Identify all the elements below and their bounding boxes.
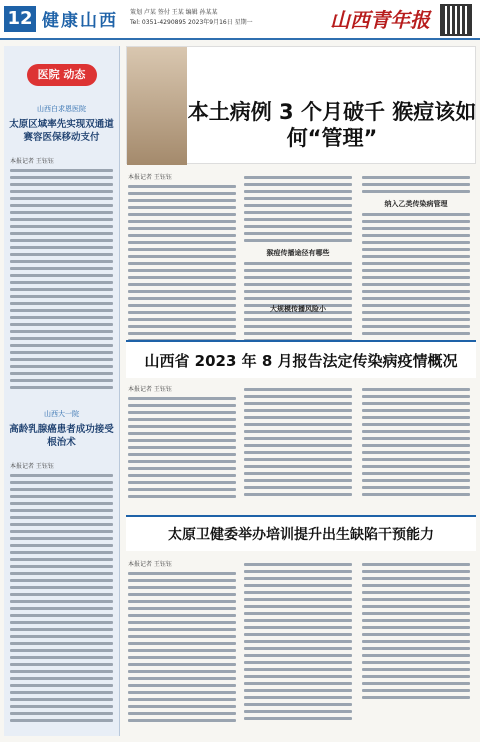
byline: 本报记者 王钰钰 — [128, 386, 172, 393]
text-column — [244, 298, 352, 346]
article-title: 高龄乳腺癌患者成功接受根治术 — [9, 424, 114, 448]
byline: 本报记者 王钰钰 — [10, 463, 54, 470]
column-badge: 医院 动态 — [27, 64, 97, 86]
article-title: 山西省 2023 年 8 月报告法定传染病疫情概况 — [126, 340, 476, 378]
article-body — [10, 474, 113, 722]
byline: 本报记者 王钰钰 — [128, 174, 172, 181]
text-column — [362, 559, 470, 703]
byline: 本报记者 王钰钰 — [10, 158, 54, 165]
page-header — [0, 0, 480, 40]
byline: 本报记者 王钰钰 — [128, 561, 172, 568]
subheading: 纳入乙类传染病管理 — [384, 200, 448, 208]
qr-code-icon — [440, 4, 472, 36]
text-column — [244, 384, 352, 500]
epidemic-report-article — [126, 340, 476, 515]
hospital-name: 山西白求恩医院 — [37, 105, 86, 113]
headline-banner — [126, 46, 476, 164]
article-title: 太原区域率先实现双通道赛容医保移动支付 — [9, 119, 114, 143]
subheading: 猴痘传播途径有哪些 — [266, 249, 330, 257]
text-column — [128, 384, 236, 502]
headline: 本土病例 3 个月破千 猴痘该如何“管理” — [187, 100, 477, 150]
text-column — [128, 559, 236, 726]
text-column — [362, 172, 470, 348]
article-photo — [127, 47, 187, 165]
newspaper-masthead: 山西青年报 — [330, 8, 430, 32]
section-name: 健康山西 — [42, 11, 118, 31]
subheading: 大规模传播风险小 — [270, 305, 326, 313]
training-article — [126, 515, 476, 736]
hospital-name: 山西大一院 — [44, 410, 79, 418]
date-line: Tel: 0351-4290895 2023年9月16日 星期一 — [130, 19, 253, 26]
text-column — [244, 559, 352, 724]
editor-credits: 策划 卢某 签付 王某 编辑 孙某某 — [130, 9, 218, 16]
text-column — [362, 384, 470, 500]
page-number: 12 — [4, 6, 36, 32]
article-body — [10, 169, 113, 389]
article-title: 太原卫健委举办培训提升出生缺陷干预能力 — [126, 515, 476, 551]
left-news-column — [4, 46, 120, 736]
text-column — [128, 172, 236, 367]
